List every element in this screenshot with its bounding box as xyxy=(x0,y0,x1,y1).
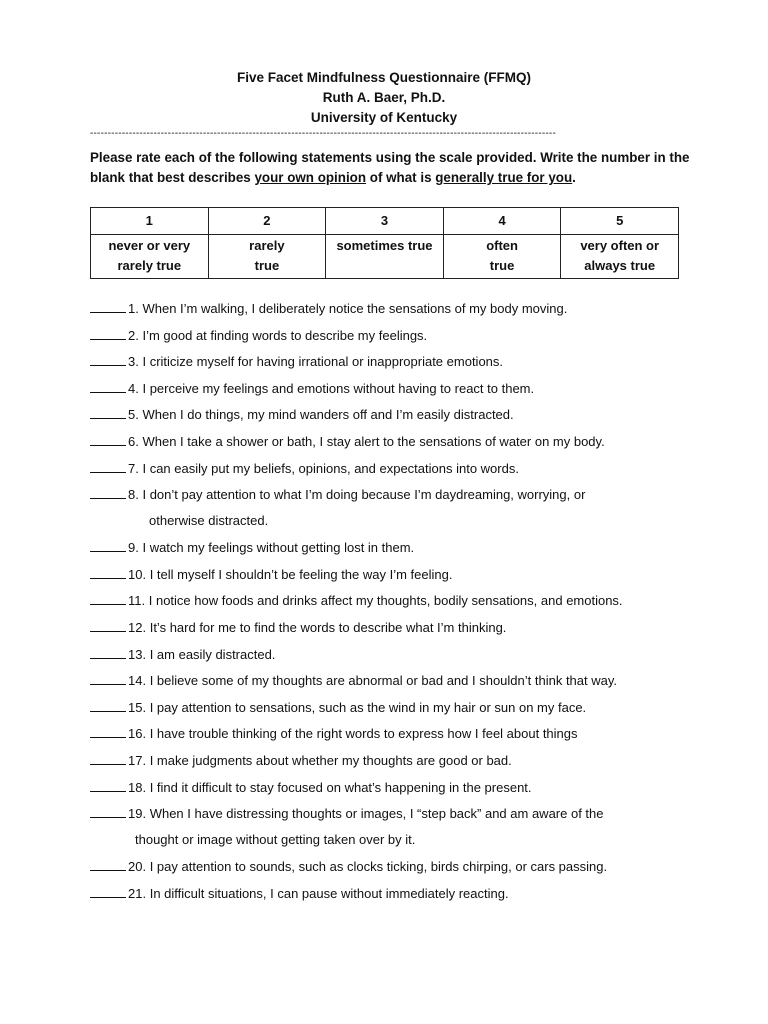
item-number: 12. xyxy=(128,619,147,635)
answer-blank[interactable] xyxy=(90,458,126,473)
item-number: 13. xyxy=(128,646,147,662)
questionnaire-item xyxy=(90,883,730,910)
instructions-part3: . xyxy=(572,170,576,185)
item-text: I am easily distracted. xyxy=(149,646,276,662)
dashed-divider: ------------------------------------------------------------------------------------------------------------------------------------ xyxy=(90,128,556,139)
item-number: 20. xyxy=(128,859,147,875)
document-header xyxy=(0,68,768,128)
answer-blank[interactable] xyxy=(90,484,126,499)
item-text: I’m good at finding words to describe my feelings. xyxy=(142,327,428,343)
questionnaire-item xyxy=(90,644,730,671)
answer-blank[interactable] xyxy=(90,431,126,446)
questionnaire-item xyxy=(90,458,730,485)
item-text-continuation: thought or image without getting taken over by it. xyxy=(135,832,416,848)
questionnaire-item xyxy=(90,856,730,883)
scale-label-2 xyxy=(208,235,326,279)
answer-blank[interactable] xyxy=(90,537,126,552)
questionnaire-item xyxy=(90,537,730,564)
questionnaire-items xyxy=(90,298,730,909)
item-text: I pay attention to sounds, such as clocks ticking, birds chirping, or cars passing. xyxy=(149,859,608,875)
item-text: When I have distressing thoughts or images, I “step back” and am aware of the xyxy=(149,806,604,822)
answer-blank[interactable] xyxy=(90,564,126,579)
questionnaire-item xyxy=(90,564,730,591)
item-number: 3. xyxy=(128,354,139,370)
item-number: 4. xyxy=(128,380,139,396)
item-text: I believe some of my thoughts are abnormal or bad and I shouldn’t think that way. xyxy=(149,673,618,689)
rating-scale-table xyxy=(90,207,679,279)
answer-blank[interactable] xyxy=(90,617,126,632)
item-text: When I’m walking, I deliberately notice the sensations of my body moving. xyxy=(142,301,568,316)
answer-blank[interactable] xyxy=(90,325,126,340)
scale-label-3-line1: sometimes true xyxy=(336,238,433,253)
scale-number-1: 1 xyxy=(91,208,209,235)
questionnaire-item xyxy=(90,617,730,644)
questionnaire-item xyxy=(90,777,730,804)
scale-number-3: 3 xyxy=(326,208,444,235)
scale-label-1-line2: rarely true xyxy=(117,258,182,273)
instructions-text xyxy=(90,148,690,188)
item-text: I perceive my feelings and emotions without having to react to them. xyxy=(142,380,535,396)
scale-number-4: 4 xyxy=(443,208,561,235)
item-text-continuation: otherwise distracted. xyxy=(149,513,269,529)
item-number: 19. xyxy=(128,806,147,822)
item-number: 21. xyxy=(128,885,147,901)
item-text: I tell myself I shouldn’t be feeling the way I’m feeling. xyxy=(149,566,453,582)
answer-blank[interactable] xyxy=(90,378,126,393)
item-number: 6. xyxy=(128,433,139,449)
item-text: When I do things, my mind wanders off and I’m easily distracted. xyxy=(142,407,514,423)
item-number: 2. xyxy=(128,327,139,343)
answer-blank[interactable] xyxy=(90,777,126,792)
item-number: 16. xyxy=(128,726,147,742)
item-text: I criticize myself for having irrational or inappropriate emotions. xyxy=(142,354,504,370)
scale-label-4-line2: true xyxy=(489,258,515,273)
scale-label-2-line1: rarely xyxy=(249,238,285,253)
questionnaire-item xyxy=(90,298,730,325)
questionnaire-item xyxy=(90,431,730,458)
scale-label-2-line2: true xyxy=(254,258,280,273)
institution-name: University of Kentucky xyxy=(310,110,458,125)
item-number: 8. xyxy=(128,487,139,503)
questionnaire-item xyxy=(90,404,730,431)
instructions-part1: Please rate each of the following statements using the scale provided. Write the number in the blank that best describes xyxy=(90,150,690,185)
item-text: I pay attention to sensations, such as the wind in my hair or sun on my face. xyxy=(149,699,587,715)
scale-label-1-line1: never or very xyxy=(108,238,191,253)
item-number: 17. xyxy=(128,752,147,768)
item-number: 10. xyxy=(128,566,147,582)
scale-label-5 xyxy=(561,235,679,279)
answer-blank[interactable] xyxy=(90,644,126,659)
questionnaire-item xyxy=(90,670,730,697)
item-number: 9. xyxy=(128,540,139,556)
item-text: I watch my feelings without getting lost in them. xyxy=(142,540,415,556)
item-number: 15. xyxy=(128,699,147,715)
item-number: 7. xyxy=(128,460,139,476)
scale-number-2: 2 xyxy=(208,208,326,235)
answer-blank[interactable] xyxy=(90,351,126,366)
item-text: When I take a shower or bath, I stay alert to the sensations of water on my body. xyxy=(142,433,605,449)
item-text: In difficult situations, I can pause without immediately reacting. xyxy=(149,885,509,901)
scale-number-5: 5 xyxy=(561,208,679,235)
document-title: Five Facet Mindfulness Questionnaire (FFMQ) xyxy=(236,70,532,85)
answer-blank[interactable] xyxy=(90,883,126,898)
instructions-part2: of what is xyxy=(366,170,436,185)
item-number: 5. xyxy=(128,407,139,423)
item-number: 11. xyxy=(128,593,146,609)
answer-blank[interactable] xyxy=(90,298,126,313)
questionnaire-item xyxy=(90,484,730,537)
questionnaire-item xyxy=(90,803,730,856)
answer-blank[interactable] xyxy=(90,697,126,712)
item-number: 1. xyxy=(128,301,139,316)
scale-label-1 xyxy=(91,235,209,279)
instructions-underline-own-opinion: your own opinion xyxy=(254,170,367,185)
questionnaire-item xyxy=(90,697,730,724)
scale-label-5-line1: very often or xyxy=(580,238,660,253)
questionnaire-item xyxy=(90,378,730,405)
answer-blank[interactable] xyxy=(90,590,126,605)
answer-blank[interactable] xyxy=(90,404,126,419)
item-text: It’s hard for me to find the words to describe what I’m thinking. xyxy=(149,619,507,635)
questionnaire-item xyxy=(90,590,730,617)
answer-blank[interactable] xyxy=(90,856,126,871)
scale-numbers-row xyxy=(91,208,679,235)
answer-blank[interactable] xyxy=(90,750,126,765)
author-name: Ruth A. Baer, Ph.D. xyxy=(322,90,446,105)
questionnaire-item xyxy=(90,351,730,378)
answer-blank[interactable] xyxy=(90,670,126,685)
scale-label-5-line2: always true xyxy=(584,258,656,273)
answer-blank[interactable] xyxy=(90,803,126,818)
item-text: I find it difficult to stay focused on what’s happening in the present. xyxy=(149,779,532,795)
item-text: I have trouble thinking of the right words to express how I feel about things xyxy=(149,726,578,742)
questionnaire-item xyxy=(90,750,730,777)
item-text: I make judgments about whether my thoughts are good or bad. xyxy=(149,752,512,768)
scale-label-4-line1: often xyxy=(486,238,518,253)
item-text: I don’t pay attention to what I’m doing because I’m daydreaming, worrying, or xyxy=(142,487,586,503)
questionnaire-item xyxy=(90,325,730,352)
item-number: 14. xyxy=(128,673,147,689)
scale-label-3 xyxy=(326,235,444,279)
questionnaire-item xyxy=(90,723,730,750)
item-number: 18. xyxy=(128,779,147,795)
item-text: I notice how foods and drinks affect my thoughts, bodily sensations, and emotions. xyxy=(148,593,623,609)
item-text: I can easily put my beliefs, opinions, and expectations into words. xyxy=(142,460,519,476)
instructions-underline-generally-true: generally true for you xyxy=(435,170,573,185)
scale-label-4 xyxy=(443,235,561,279)
scale-labels-row xyxy=(91,235,679,279)
answer-blank[interactable] xyxy=(90,723,126,738)
